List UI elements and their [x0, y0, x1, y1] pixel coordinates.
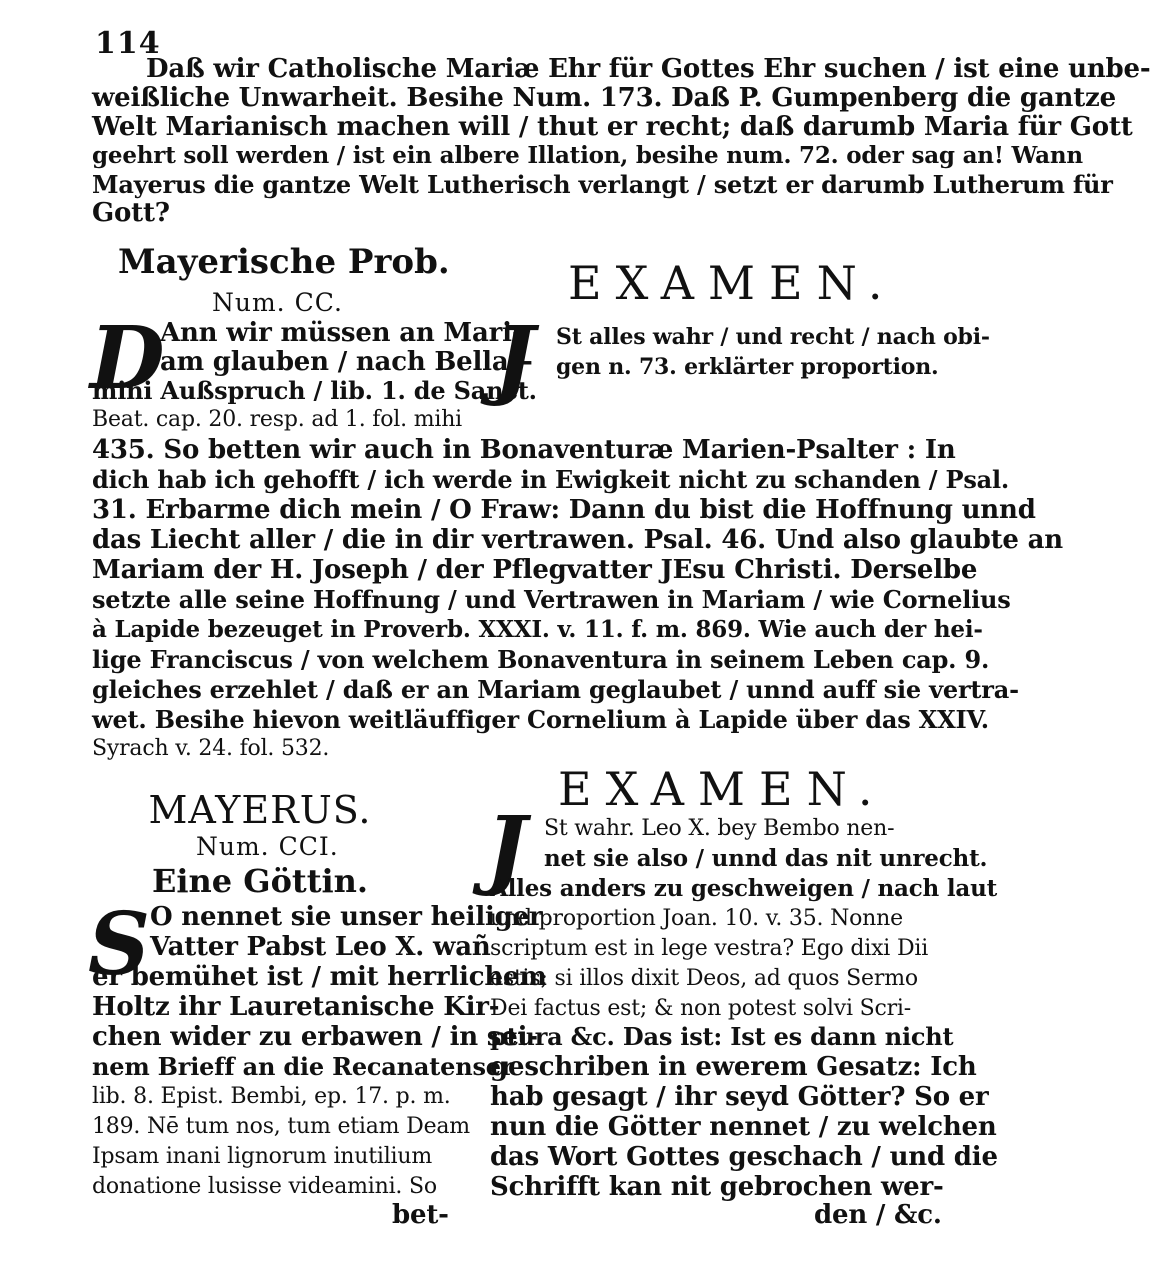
- section1-left-number: Num. CC.: [212, 288, 343, 317]
- section2-right-line: hab gesagt / ihr seyd Götter? So er: [490, 1082, 989, 1112]
- section1-right-heading: EXAMEN.: [568, 256, 897, 310]
- section2-right-line: net sie also / unnd das nit unrecht.: [544, 845, 988, 872]
- section2-left-line: er bemühet ist / mit herrlichem: [92, 962, 547, 992]
- section2-right-line: und proportion Joan. 10. v. 35. Nonne: [490, 906, 903, 931]
- full-line: à Lapide bezeuget in Proverb. XXXI. v. 11. f. m. 869. Wie auch der hei-: [92, 616, 983, 643]
- section2-right-line: scriptum est in lege vestra? Ego dixi Dii: [490, 936, 929, 961]
- section1-right-line: St alles wahr / und recht / nach obi-: [556, 324, 990, 350]
- section1-left-line: Beat. cap. 20. resp. ad 1. fol. mihi: [92, 407, 463, 432]
- section2-right-line: St wahr. Leo X. bey Bembo nen-: [544, 816, 895, 841]
- section1-left-line: Ann wir müssen an Mari-: [160, 318, 523, 348]
- section2-right-line: Alles anders zu geschweigen / nach laut: [490, 875, 998, 902]
- section1-right-line: gen n. 73. erklärter proportion.: [556, 354, 939, 380]
- section2-left-line: bet-: [392, 1200, 449, 1230]
- section2-left-line: chen wider zu erbawen / in sei-: [92, 1022, 538, 1052]
- section2-left-subheading: Eine Göttin.: [151, 862, 369, 900]
- full-line: 435. So betten wir auch in Bonaventuræ Marien-Psalter : In: [92, 435, 956, 465]
- intro-line: Mayerus die gantze Welt Lutherisch verlangt / setzt er darumb Lutherum für: [92, 170, 1113, 199]
- section1-left-dropcap: D: [90, 308, 165, 409]
- section2-left-number: Num. CCI.: [196, 832, 339, 861]
- full-line: Mariam der H. Joseph / der Pflegvatter JEsu Christi. Derselbe: [92, 555, 978, 585]
- full-line: dich hab ich gehofft / ich werde in Ewigkeit nicht zu schanden / Psal.: [92, 465, 1010, 494]
- section2-left-line: O nennet sie unser heiliger: [150, 902, 543, 932]
- full-line: gleiches erzehlet / daß er an Mariam geglaubet / unnd auff sie vertra-: [92, 675, 1019, 704]
- full-line: Syrach v. 24. fol. 532.: [92, 736, 330, 761]
- intro-line: weißliche Unwarheit. Besihe Num. 173. Daß P. Gumpenberg die gantze: [92, 83, 1116, 113]
- full-line: setzte alle seine Hoffnung / und Vertrawen in Mariam / wie Cornelius: [92, 585, 1011, 614]
- full-line: lige Franciscus / von welchem Bonaventura in seinem Leben cap. 9.: [92, 645, 990, 674]
- intro-line: geehrt soll werden / ist ein albere Illation, besihe num. 72. oder sag an! Wann: [92, 142, 1083, 169]
- section2-right-line: estis; si illos dixit Deos, ad quos Sermo: [490, 966, 918, 991]
- section2-right-line: geschriben in ewerem Gesatz: Ich: [490, 1052, 977, 1082]
- page-number: 114: [95, 26, 161, 61]
- section2-right-line: das Wort Gottes geschach / und die: [490, 1142, 998, 1172]
- section2-left-dropcap: S: [88, 894, 151, 995]
- intro-line: Gott?: [92, 198, 170, 228]
- section2-left-line: Ipsam inani lignorum inutilium: [92, 1144, 433, 1169]
- section1-left-heading: Mayerische Prob.: [118, 242, 450, 282]
- section2-left-line: Vatter Pabst Leo X. wañ: [150, 932, 491, 962]
- section2-left-line: donatione lusisse videamini. So: [92, 1174, 437, 1199]
- section2-right-line: nun die Götter nennet / zu welchen: [490, 1112, 997, 1142]
- section2-right-line: Dei factus est; & non potest solvi Scri-: [490, 996, 911, 1021]
- intro-line: Daß wir Catholische Mariæ Ehr für Gottes Ehr suchen / ist eine unbe-: [146, 54, 1150, 84]
- section1-left-line: mini Außspruch / lib. 1. de Sanct.: [92, 376, 537, 405]
- full-line: wet. Besihe hievon weitläuffiger Cornelium à Lapide über das XXIV.: [92, 705, 989, 734]
- section1-left-line: am glauben / nach Bellar-: [160, 347, 533, 377]
- section2-left-line: lib. 8. Epist. Bembi, ep. 17. p. m.: [92, 1084, 451, 1109]
- full-line: 31. Erbarme dich mein / O Fraw: Dann du bist die Hoffnung unnd: [92, 495, 1036, 525]
- section2-right-line: ptura &c. Das ist: Ist es dann nicht: [490, 1022, 954, 1051]
- section2-left-heading: MAYERUS.: [148, 788, 372, 832]
- intro-line: Welt Marianisch machen will / thut er recht; daß darumb Maria für Gott: [92, 112, 1133, 142]
- full-line: das Liecht aller / die in dir vertrawen. Psal. 46. Und also glaubte an: [92, 525, 1063, 555]
- section1-right-dropcap: J: [494, 308, 535, 409]
- section2-right-line: den / &c.: [814, 1200, 942, 1230]
- section2-right-line: Schrifft kan nit gebrochen wer-: [490, 1172, 944, 1202]
- section2-left-line: Holtz ihr Lauretanische Kir-: [92, 992, 500, 1022]
- section2-right-heading: EXAMEN.: [558, 762, 887, 816]
- section2-right-dropcap: J: [486, 798, 527, 899]
- section2-left-line: 189. Nē tum nos, tum etiam Deam: [92, 1114, 470, 1139]
- section2-left-line: nem Brieff an die Recanatenser: [92, 1052, 514, 1081]
